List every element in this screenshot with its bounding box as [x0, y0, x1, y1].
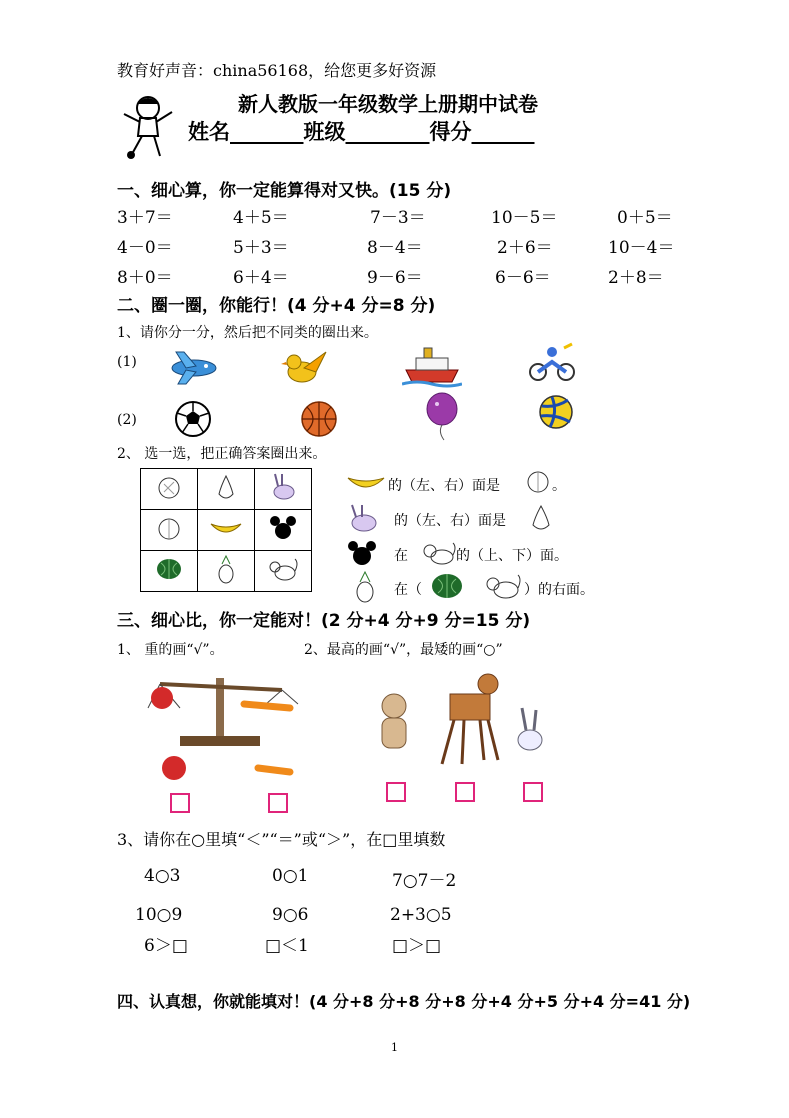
row2-label: (2) — [117, 412, 137, 428]
peach-icon — [156, 515, 182, 541]
cat-icon — [484, 570, 524, 602]
problem: 8－4＝ — [367, 238, 423, 258]
problem: 10－4＝ — [608, 238, 675, 258]
score-field: 得分______ — [429, 120, 535, 144]
grid-cell — [141, 510, 198, 551]
problem: 0＋5＝ — [617, 208, 673, 228]
section4-heading: 四、认真想，你就能填对！(4 分+8 分+8 分+8 分+4 分+5 分+4 分=41 分) — [117, 992, 691, 1011]
student-info-line — [188, 116, 535, 146]
carrot-icon — [258, 768, 290, 772]
row1-label: (1) — [117, 354, 137, 370]
kid-running-illustration — [118, 92, 176, 162]
section3-q2: 2、最高的画“√”，最矮的画“○” — [304, 642, 503, 658]
compare-item: 9○6 — [272, 905, 309, 925]
grid-cell — [255, 551, 312, 592]
grid-cell — [198, 551, 255, 592]
answer-box-bear[interactable] — [386, 782, 406, 802]
airplane-icon — [166, 346, 222, 386]
section1-heading: 一、细心算，你一定能算得对又快。(15 分) — [117, 181, 452, 201]
watermelon-icon — [155, 557, 183, 581]
compare-item: 6＞□ — [144, 936, 188, 956]
grid-cell — [198, 469, 255, 510]
problem: 8＋0＝ — [117, 268, 173, 288]
compare-item: 4○3 — [144, 866, 181, 886]
soccer-ball-icon — [174, 400, 212, 438]
compare-item: 0○1 — [272, 866, 309, 886]
page-number: 1 — [391, 1041, 398, 1054]
answer-box-apple[interactable] — [170, 793, 190, 813]
problem: 6－6＝ — [495, 268, 551, 288]
section2-q1: 1、请你分一分，然后把不同类的圈出来。 — [117, 325, 378, 341]
basketball-icon — [300, 400, 338, 438]
rabbit-icon — [518, 730, 542, 750]
compare-item: 10○9 — [135, 905, 183, 925]
grid-cell — [198, 510, 255, 551]
section3-q3: 3、请你在○里填“＜”“＝”或“＞”，在□里填数 — [117, 830, 446, 849]
picture-grid — [140, 468, 312, 592]
cat-icon — [422, 538, 458, 568]
bird-icon — [280, 346, 330, 390]
compare-item: 2+3○5 — [390, 905, 452, 925]
grid-cell — [255, 510, 312, 551]
animals-illustration — [370, 664, 560, 768]
peach-icon — [524, 468, 552, 496]
deer-icon — [450, 694, 490, 720]
rabbit-icon — [268, 472, 298, 502]
mickey-mouse-icon — [269, 513, 297, 543]
problem: 4＋5＝ — [233, 208, 289, 228]
grid-cell — [141, 551, 198, 592]
page-title: 新人教版一年级数学上册期中试卷 — [238, 92, 538, 116]
motorcycle-icon — [528, 342, 576, 382]
grid-cell — [141, 469, 198, 510]
cat-icon — [267, 555, 299, 583]
compare-item: □＜1 — [265, 936, 309, 956]
peach-icon — [156, 474, 182, 500]
answer-box-carrot[interactable] — [268, 793, 288, 813]
section2-q2: 2、 选一选，把正确答案圈出来。 — [117, 446, 327, 462]
volleyball-icon — [538, 394, 574, 430]
banana-icon — [346, 470, 386, 496]
problem: 6＋4＝ — [233, 268, 289, 288]
problem: 4－0＝ — [117, 238, 173, 258]
problem: 3＋7＝ — [117, 208, 173, 228]
name-field: 姓名_______ — [188, 120, 304, 144]
problem: 5＋3＝ — [233, 238, 289, 258]
problem: 9－6＝ — [367, 268, 423, 288]
pineapple-icon — [215, 554, 237, 584]
rabbit-icon — [346, 503, 382, 533]
apple-icon — [162, 756, 186, 780]
header-note: 教育好声音：china56168，给您更多好资源 — [117, 61, 437, 80]
bear-icon — [382, 694, 406, 718]
section2-heading: 二、圈一圈，你能行！(4 分+4 分=8 分) — [117, 296, 436, 316]
problem: 10－5＝ — [491, 208, 558, 228]
answer-box-deer[interactable] — [455, 782, 475, 802]
pineapple-icon — [352, 570, 378, 604]
class-field: 班级________ — [303, 120, 430, 144]
watermelon-icon — [430, 572, 464, 600]
pear-icon — [215, 472, 237, 502]
compare-item: □＞□ — [392, 936, 442, 956]
problem: 2＋8＝ — [608, 268, 664, 288]
section3-q1: 1、 重的画“√”。 — [117, 642, 224, 658]
section3-heading: 三、细心比，你一定能对！(2 分+4 分+9 分=15 分) — [117, 611, 531, 631]
grid-cell — [255, 469, 312, 510]
answer-box-rabbit[interactable] — [523, 782, 543, 802]
balloon-icon — [424, 392, 460, 442]
problem: 7－3＝ — [370, 208, 426, 228]
compare-item: 7○7－2 — [392, 871, 457, 891]
problem: 2＋6＝ — [497, 238, 553, 258]
pear-icon — [528, 503, 554, 533]
banana-icon — [208, 518, 244, 538]
ship-icon — [402, 342, 462, 388]
mickey-mouse-icon — [346, 538, 378, 568]
